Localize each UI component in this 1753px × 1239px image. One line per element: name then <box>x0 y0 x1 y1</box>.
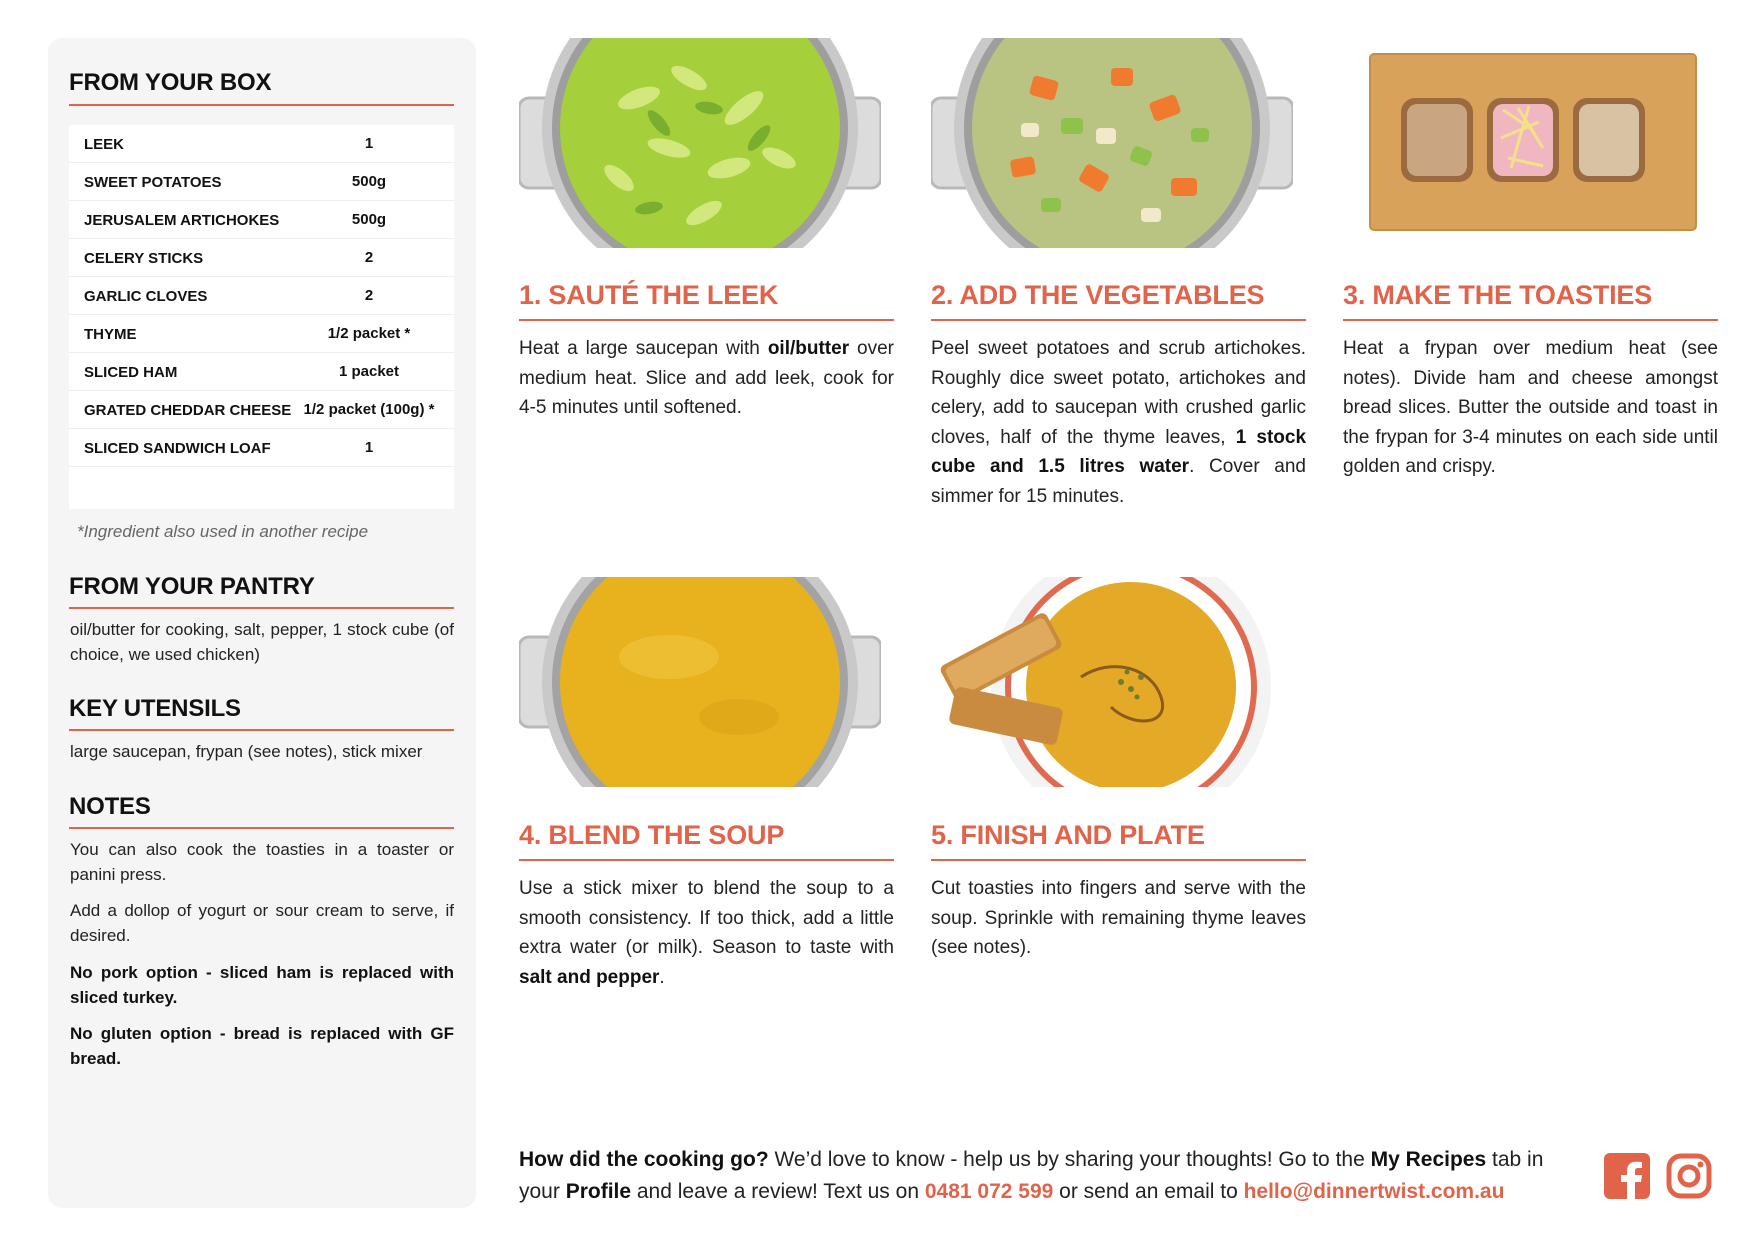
note-item: No gluten option - bread is replaced with GF bread. <box>70 1024 454 1068</box>
step5-title: 5. FINISH AND PLATE <box>931 820 1205 850</box>
box-heading-rule <box>69 104 454 106</box>
text-segment: Heat a large saucepan with <box>519 338 768 359</box>
text-segment: . Cover and simmer for 15 minutes. <box>931 456 1306 507</box>
step1-photo <box>519 38 881 248</box>
text-segment: Heat a frypan over medium heat (see notes). Divide ham and cheese amongst bread slices. Butter the outside and toast in the frypan for 3-4 minutes on each side until golden and crispy. <box>1343 338 1718 477</box>
ingredient-qty: 1 <box>364 439 374 456</box>
box-heading: FROM YOUR BOX <box>69 69 272 96</box>
step1-title: 1. SAUTÉ THE LEEK <box>519 280 779 310</box>
ingredient-row <box>69 125 454 163</box>
text-segment: tab in your <box>519 1148 1544 1203</box>
ingredient-name: SWEET POTATOES <box>84 174 222 191</box>
pantry-heading-rule <box>69 607 454 609</box>
step2-photo <box>931 38 1293 248</box>
step5-photo <box>931 577 1293 787</box>
ingredient-name: GARLIC CLOVES <box>84 288 208 305</box>
ingredient-qty: 2 <box>364 287 374 304</box>
text-segment: over medium heat. Slice and add leek, cook for 4-5 minutes until softened. <box>519 338 894 418</box>
ingredient-row <box>69 429 454 467</box>
note-item: Add a dollop of yogurt or sour cream to serve, if desired. <box>70 901 454 945</box>
step5-rule <box>931 859 1306 861</box>
ingredient-qty: 500g <box>351 173 387 190</box>
pantry-heading: FROM YOUR PANTRY <box>69 573 315 600</box>
ingredient-qty: 500g <box>351 211 387 228</box>
ingredient-name: GRATED CHEDDAR CHEESE <box>84 402 292 419</box>
pantry-text: oil/butter for cooking, salt, pepper, 1 stock cube (of choice, we used chicken) <box>70 620 454 664</box>
ingredient-qty: 1/2 packet (100g) * <box>303 401 435 418</box>
ingredient-name: THYME <box>84 326 137 343</box>
ingredient-row <box>69 391 454 429</box>
ingredient-name: SLICED SANDWICH LOAF <box>84 440 271 457</box>
notes-heading: NOTES <box>69 793 151 820</box>
emphasis-text: 1 stock cube and 1.5 litres water <box>931 426 1307 477</box>
ingredient-row <box>69 277 454 315</box>
contact-link[interactable]: hello@dinnertwist.com.au <box>1243 1180 1505 1203</box>
step3-rule <box>1343 319 1718 321</box>
facebook-icon[interactable] <box>1604 1153 1650 1199</box>
pot-vegetables-illustration <box>931 38 1293 248</box>
utensils-heading-rule <box>69 729 454 731</box>
ingredient-name: CELERY STICKS <box>84 250 204 267</box>
step1-rule <box>519 319 894 321</box>
emphasis-text: How did the cooking go? <box>519 1148 769 1171</box>
ingredient-qty: 1 <box>364 135 374 152</box>
step4-rule <box>519 859 894 861</box>
toasties-board-illustration <box>1343 38 1718 248</box>
text-segment: and leave a review! Text us on <box>631 1180 925 1203</box>
utensils-text: large saucepan, frypan (see notes), stick mixer <box>70 742 423 761</box>
ingredient-qty: 1 packet <box>338 363 400 380</box>
step3-photo <box>1343 38 1718 248</box>
step4-photo <box>519 577 881 787</box>
ingredient-name: SLICED HAM <box>84 364 178 381</box>
ingredient-row <box>69 315 454 353</box>
note-item: You can also cook the toasties in a toaster or panini press. <box>70 840 454 884</box>
text-segment: Peel sweet potatoes and scrub artichokes. Roughly dice sweet potato, artichokes and celery, add to saucepan with crushed garlic cloves, half of the thyme leaves, <box>931 338 1306 448</box>
pot-leek-illustration <box>519 38 881 248</box>
ingredient-row <box>69 239 454 277</box>
step2-body <box>931 334 1306 511</box>
emphasis-text: salt and pepper <box>519 966 660 988</box>
step4-body <box>519 874 894 992</box>
text-segment: . <box>659 966 665 988</box>
step1-body <box>519 334 894 423</box>
emphasis-text: Profile <box>565 1180 632 1203</box>
emphasis-text: oil/butter <box>767 338 850 359</box>
step3-title: 3. MAKE THE TOASTIES <box>1343 280 1653 310</box>
emphasis-text: My Recipes <box>1370 1148 1487 1171</box>
pot-soup-illustration <box>519 577 881 787</box>
ingredient-qty: 1/2 packet * <box>327 325 411 342</box>
ingredient-qty: 2 <box>364 249 374 266</box>
step2-rule <box>931 319 1306 321</box>
text-segment: Cut toasties into fingers and serve with the soup. Sprinkle with remaining thyme leaves (see notes). <box>931 878 1306 958</box>
ingredient-row <box>69 163 454 201</box>
step2-title: 2. ADD THE VEGETABLES <box>931 280 1265 310</box>
ingredient-row <box>69 201 454 239</box>
step3-body <box>1343 334 1718 482</box>
soup-bowl-illustration <box>931 577 1293 787</box>
ingredients-table <box>69 125 454 509</box>
text-segment: or send an email to <box>1053 1180 1244 1203</box>
step5-body <box>931 874 1306 963</box>
text-segment: Use a stick mixer to blend the soup to a smooth consistency. If too thick, add a little extra water (or milk). Season to taste with <box>519 878 894 958</box>
contact-link[interactable]: 0481 072 599 <box>924 1180 1054 1203</box>
ingredient-name: LEEK <box>84 136 125 153</box>
note-item: No pork option - sliced ham is replaced with sliced turkey. <box>70 963 454 1007</box>
ingredient-footnote: *Ingredient also used in another recipe <box>77 522 369 541</box>
ingredient-row <box>69 353 454 391</box>
instagram-icon[interactable] <box>1666 1153 1712 1199</box>
ingredients-panel <box>48 38 476 1208</box>
feedback-message <box>519 1144 1579 1208</box>
step4-title: 4. BLEND THE SOUP <box>519 820 785 850</box>
ingredient-name: JERUSALEM ARTICHOKES <box>84 212 280 229</box>
utensils-heading: KEY UTENSILS <box>69 695 241 722</box>
text-segment: We’d love to know - help us by sharing your thoughts! Go to the <box>768 1148 1371 1171</box>
notes-heading-rule <box>69 827 454 829</box>
